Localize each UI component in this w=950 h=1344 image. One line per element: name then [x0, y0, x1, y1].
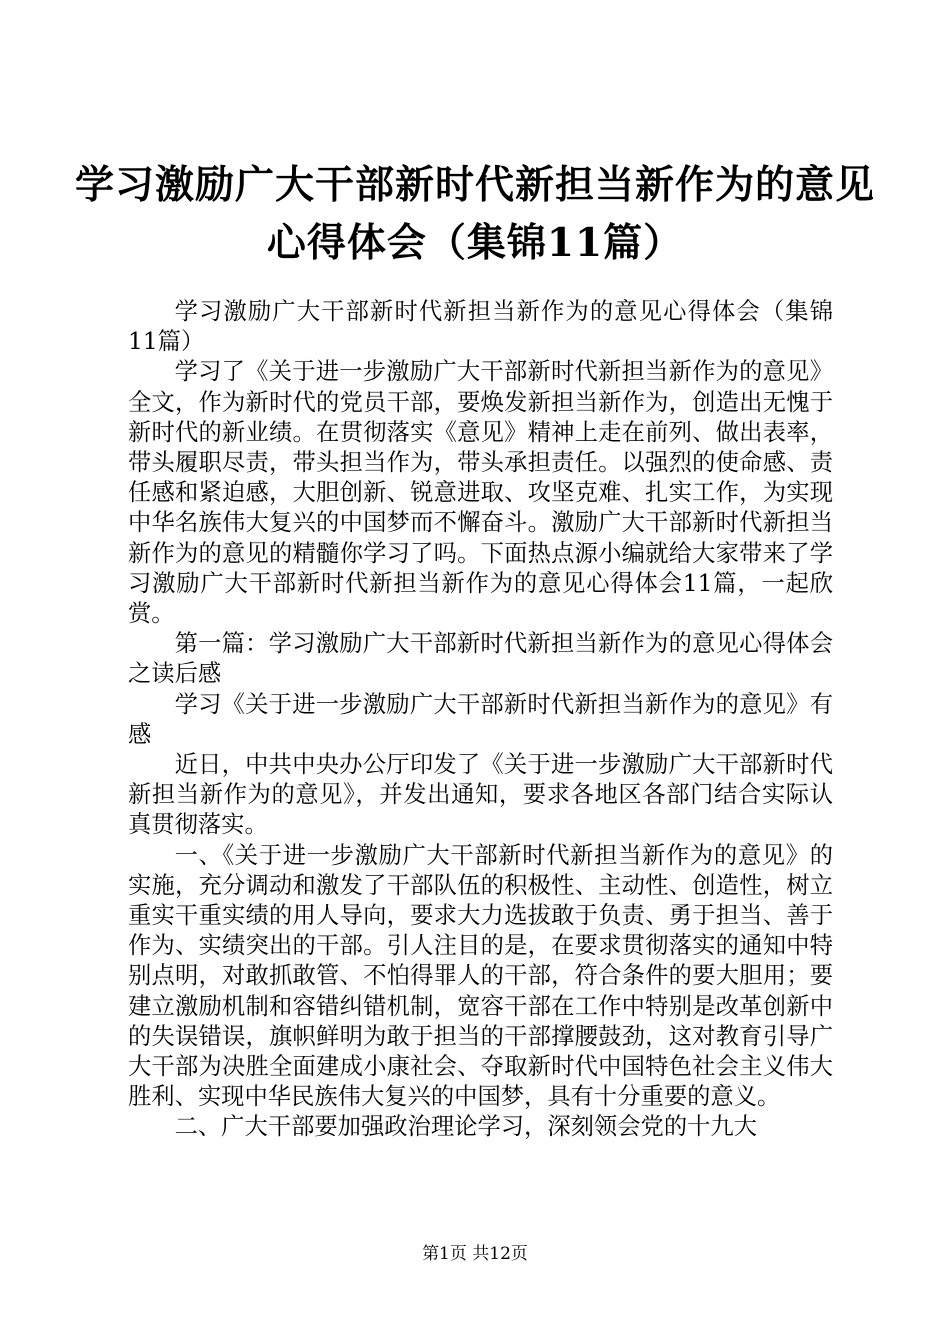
paragraph: 一、《关于进一步激励广大干部新时代新担当新作为的意见》的实施，充分调动和激发了干部队伍的积极性、主动性、创造性，树立重实干重实绩的用人导向，要求大力选拔敢于负责、勇于担当、善于作为、实绩突出的干部。引人注目的是，在要求贯彻落实的通知中特别点明，对敢抓敢管、不怕得罪人的干部，符合条件的要大胆用；要建立激励机制和容错纠错机制，宽容干部在工作中特别是改革创新中的失误错误，旗帜鲜明为敢于担当的干部撑腰鼓劲，这对教育引导广大干部为决胜全面建成小康社会、夺取新时代中国特色社会主义伟大胜利、实现中华民族伟大复兴的中国梦，具有十分重要的意义。	[128, 841, 833, 1111]
document-title-line2: 心得体会（集锦11篇）	[266, 220, 684, 266]
document-body	[128, 297, 833, 1143]
paragraph: 学习了《关于进一步激励广大干部新时代新担当新作为的意见》全文，作为新时代的党员干部，要焕发新担当新作为，创造出无愧于新时代的新业绩。在贯彻落实《意见》精神上走在前列、做出表率，带头履职尽责，带头担当作为，带头承担责任。以强烈的使命感、责任感和紧迫感，大胆创新、锐意进取、攻坚克难、扎实工作，为实现中华名族伟大复兴的中国梦而不懈奋斗。激励广大干部新时代新担当新作为的意见的精髓你学习了吗。下面热点源小编就给大家带来了学习激励广大干部新时代新担当新作为的意见心得体会11篇，一起欣赏。	[128, 358, 833, 628]
paragraph: 近日，中共中央办公厅印发了《关于进一步激励广大干部新时代新担当新作为的意见》，并发出通知，要求各地区各部门结合实际认真贯彻落实。	[128, 751, 833, 839]
paragraph: 学习《关于进一步激励广大干部新时代新担当新作为的意见》有感	[128, 690, 833, 748]
paragraph: 第一篇：学习激励广大干部新时代新担当新作为的意见心得体会之读后感	[128, 630, 833, 688]
document-title-line1: 学习激励广大干部新时代新担当新作为的意见	[74, 162, 875, 208]
page-footer: 第1页 共12页	[422, 1244, 528, 1264]
paragraph: 二、广大干部要加强政治理论学习，深刻领会党的十九大	[174, 1113, 758, 1141]
paragraph: 学习激励广大干部新时代新担当新作为的意见心得体会（集锦11篇）	[128, 298, 833, 356]
